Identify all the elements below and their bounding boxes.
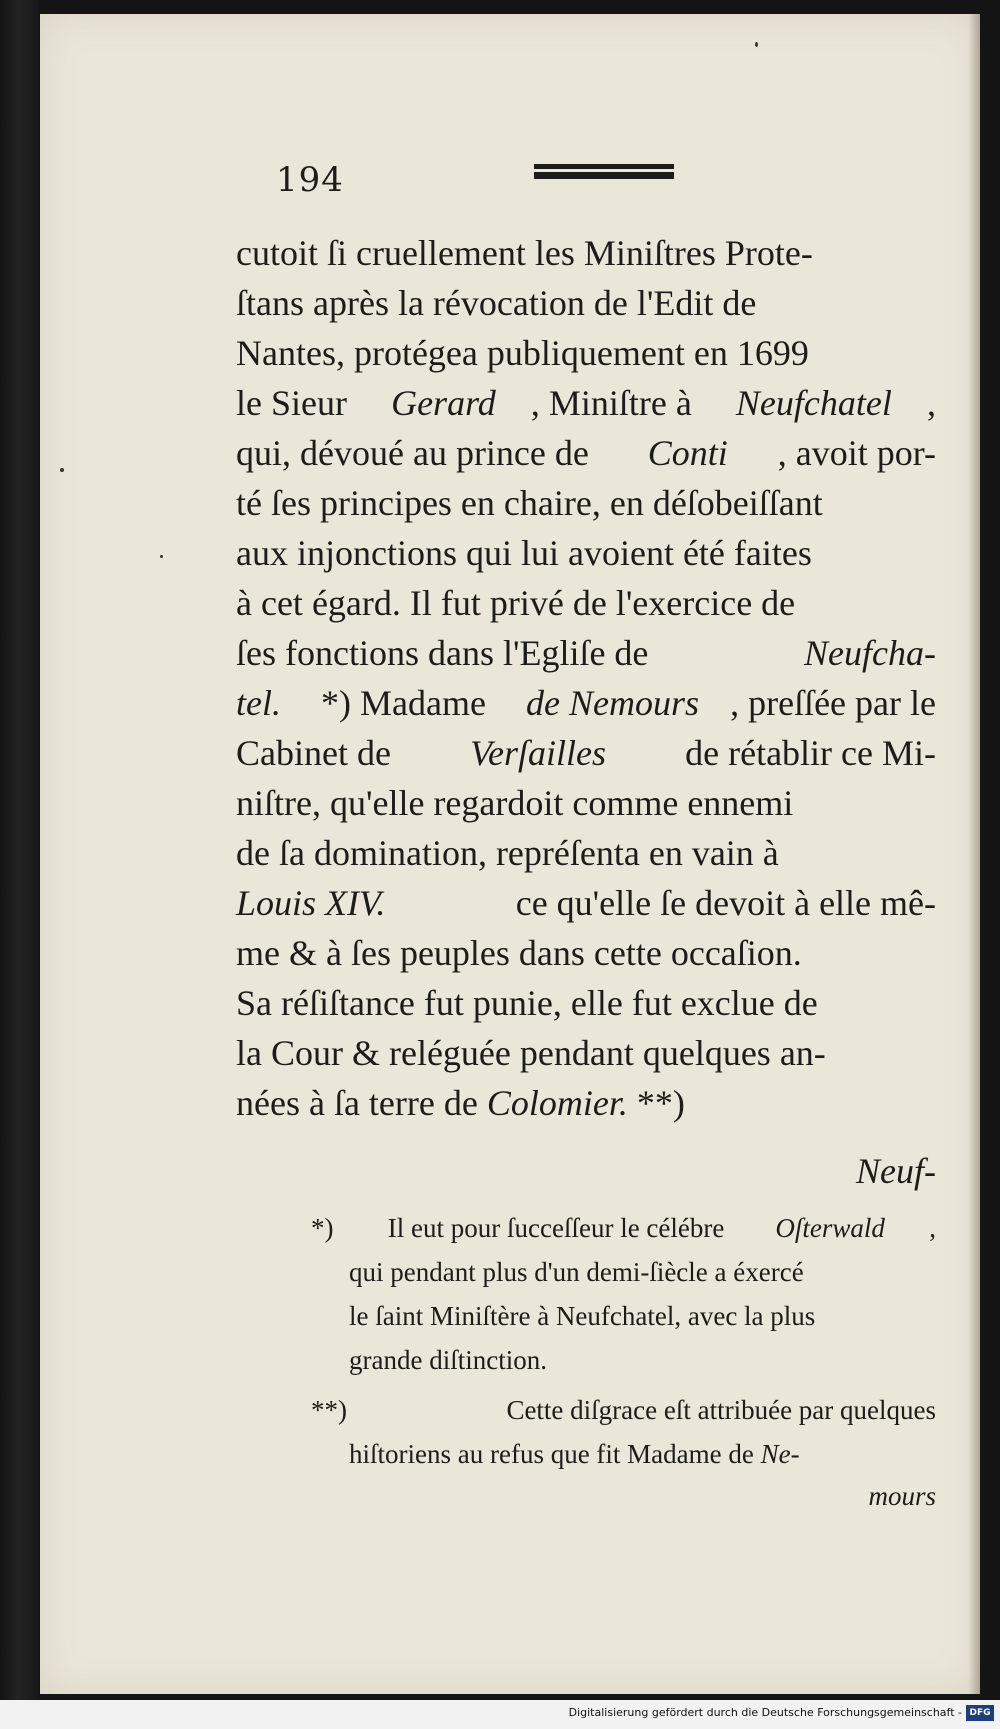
catchword: Neuf- bbox=[856, 1151, 936, 1191]
italic-text-segment: tel. bbox=[236, 683, 281, 723]
text-segment: **) bbox=[627, 1083, 685, 1123]
text-line bbox=[236, 778, 936, 828]
footnote-marker: *) bbox=[311, 1213, 334, 1243]
text-line bbox=[236, 978, 936, 1028]
dfg-logo: DFG bbox=[966, 1705, 994, 1721]
text-segment: de ſa domination, repréſenta en vain à bbox=[236, 833, 779, 873]
italic-text-segment: Ne- bbox=[760, 1439, 800, 1469]
text-segment: de rétablir ce Mi- bbox=[676, 733, 936, 773]
italic-text-segment: Conti bbox=[647, 433, 728, 473]
page-number: 194 bbox=[276, 160, 344, 200]
text-segment: hiſtoriens au refus que fit Madame de bbox=[349, 1439, 761, 1469]
text-segment: Cabinet de bbox=[236, 733, 400, 773]
text-segment: qui pendant plus d'un demi-ſiècle a éxercé bbox=[349, 1257, 804, 1287]
text-line bbox=[236, 628, 936, 678]
footnote-catchword: mours bbox=[868, 1481, 936, 1511]
footer-bar bbox=[0, 1700, 1000, 1729]
footnote-marker: **) bbox=[311, 1395, 347, 1425]
body-text bbox=[236, 228, 936, 1128]
text-segment: me & à ſes peuples dans cette occaſion. bbox=[236, 933, 802, 973]
text-segment: Sa réſiſtance fut punie, elle fut exclue de bbox=[236, 983, 818, 1023]
text-segment: niſtre, qu'elle regardoit comme ennemi bbox=[236, 783, 794, 823]
text-line bbox=[236, 428, 936, 478]
text-segment: grande diſtinction. bbox=[349, 1345, 547, 1375]
footnote-line bbox=[349, 1432, 936, 1476]
text-line bbox=[236, 928, 936, 978]
text-segment: qui, dévoué au prince de bbox=[236, 433, 598, 473]
text-line bbox=[236, 1078, 936, 1128]
text-segment: le Sieur bbox=[236, 383, 356, 423]
text-segment: aux injonctions qui lui avoient été faites bbox=[236, 533, 812, 573]
text-line bbox=[236, 228, 936, 278]
text-segment: Nantes, protégea publiquement en 1699 bbox=[236, 333, 809, 373]
text-segment: , preſſée par le bbox=[730, 683, 936, 723]
text-segment: , avoit por- bbox=[777, 433, 936, 473]
text-segment: , bbox=[929, 1213, 936, 1243]
text-line bbox=[236, 1028, 936, 1078]
footnote-line bbox=[311, 1388, 936, 1432]
footer-credit: Digitalisierung gefördert durch die Deutsche Forschungsgemeinschaft - bbox=[568, 1706, 962, 1719]
footnote-line bbox=[311, 1206, 936, 1250]
text-segment: té ſes principes en chaire, en déſobeiſſant bbox=[236, 483, 823, 523]
text-line bbox=[236, 378, 936, 428]
text-segment: ſes fonctions dans l'Egliſe de bbox=[236, 633, 658, 673]
text-segment: ſtans après la révocation de l'Edit de bbox=[236, 283, 757, 323]
text-segment: Il eut pour ſucceſſeur le célébre bbox=[387, 1213, 732, 1243]
italic-text-segment: Neufcha- bbox=[804, 633, 936, 673]
text-line bbox=[236, 528, 936, 578]
text-segment: nées à ſa terre de bbox=[236, 1083, 487, 1123]
italic-text-segment: Louis XIV. bbox=[236, 883, 386, 923]
paper-speck bbox=[160, 555, 163, 558]
text-segment: ce qu'elle ſe devoit à elle mê- bbox=[506, 883, 936, 923]
text-line bbox=[236, 278, 936, 328]
paper-speck bbox=[755, 42, 758, 47]
footnote-line bbox=[349, 1338, 936, 1382]
text-line bbox=[236, 328, 936, 378]
text-segment: Cette diſgrace eſt attribuée par quelques bbox=[506, 1395, 936, 1425]
italic-text-segment: Gerard bbox=[391, 383, 496, 423]
header-rule-ornament bbox=[534, 164, 674, 180]
text-line bbox=[236, 878, 936, 928]
text-segment: cutoit ſi cruellement les Miniſtres Prote- bbox=[236, 233, 813, 273]
footnote-line bbox=[349, 1250, 936, 1294]
footnotes bbox=[236, 1206, 936, 1516]
text-segment: , Miniſtre à bbox=[530, 383, 701, 423]
italic-text-segment: Verſailles bbox=[470, 733, 607, 773]
text-line bbox=[236, 578, 936, 628]
text-segment: , bbox=[926, 383, 936, 423]
text-line bbox=[236, 728, 936, 778]
italic-text-segment: Neufchatel bbox=[735, 383, 892, 423]
paper-speck bbox=[60, 468, 64, 472]
text-segment: la Cour & reléguée pendant quelques an- bbox=[236, 1033, 826, 1073]
text-segment: *) Madame bbox=[312, 683, 495, 723]
text-segment: à cet égard. Il fut privé de l'exercice de bbox=[236, 583, 796, 623]
text-line bbox=[236, 828, 936, 878]
text-line bbox=[236, 678, 936, 728]
italic-text-segment: Oſterwald bbox=[775, 1213, 885, 1243]
footnote-line bbox=[349, 1294, 936, 1338]
italic-text-segment: de Nemours bbox=[526, 683, 700, 723]
italic-text-segment: Colomier. bbox=[486, 1083, 628, 1123]
text-segment: le ſaint Miniſtère à Neufchatel, avec la plus bbox=[349, 1301, 816, 1331]
text-line bbox=[236, 478, 936, 528]
